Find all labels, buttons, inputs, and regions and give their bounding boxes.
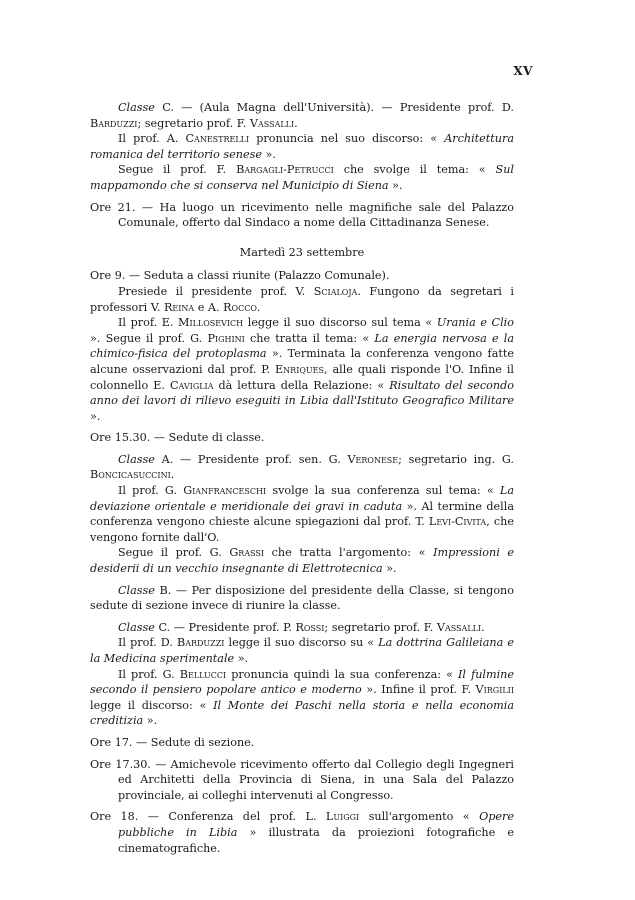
text-run: Segue il prof. G. (118, 546, 230, 560)
paragraph (90, 452, 514, 483)
name-run: Levi-Civita (428, 515, 487, 529)
text-run: Martedì 23 settembre (239, 245, 365, 259)
text-run: ». Al termine della conferenza vengono chieste alcune spiegazioni dal prof. T. (90, 499, 514, 529)
name-run: Millosevich (178, 316, 244, 330)
paragraph (90, 483, 514, 545)
paragraph (90, 315, 514, 424)
paragraph (90, 162, 514, 193)
text-run: ». (143, 714, 158, 728)
text-run: C. — (Aula Magna dell'Università). — Presidente prof. D. (154, 101, 514, 114)
italic-run: Il fulmine secondo il pensiero popolare antico e moderno (90, 667, 514, 697)
paragraph (90, 545, 514, 576)
text-run: ». (90, 409, 101, 423)
text-run: . (294, 116, 298, 130)
paragraph (90, 667, 514, 729)
italic-run: La energia nervosa e la chimico-fisica del protoplasma (90, 331, 515, 361)
italic-run: Il Monte dei Paschi nella storia e nella economia creditizia (90, 698, 514, 728)
text-run: Ore 17.30. — Amichevole ricevimento offerto dal Collegio degli Ingegneri ed Architetti della Provincia di Siena, in una Sala del Palazzo provinciale, ai colleghi intervenuti al Congresso. (90, 757, 514, 802)
text-run: Ore 21. — Ha luogo un ricevimento nelle magnifiche sale del Palazzo Comunale, offerto dal Sindaco a nome della Cittadinanza Senese. (90, 200, 514, 230)
italic-run: Architettura romanica del territorio senese (90, 132, 514, 161)
paragraph (90, 583, 514, 614)
text-run: Il prof. E. (118, 316, 178, 330)
text-run: , alle quali risponde l'O. Infine il colonnello E. (90, 362, 514, 392)
text-run: sull'argomento « (359, 810, 480, 824)
name-run: Barduzzi (176, 636, 225, 650)
text-run: ». (388, 178, 403, 192)
text-run: . Fungono da segretari i professori V. (90, 284, 514, 314)
text-run: ». Terminata la conferenza vengono fatte alcune osservazioni dal prof. P. (90, 347, 514, 376)
text-run: . (170, 468, 175, 482)
name-run: Virgilii (475, 683, 514, 697)
name-run: Bargagli-Petrucci (236, 163, 334, 177)
text-run: e A. (194, 300, 224, 314)
name-run: Boncicasuccini (90, 468, 171, 482)
text-run: C. — Presidente prof. P. (154, 620, 296, 634)
paragraph (90, 284, 514, 315)
text-run: ». (234, 652, 249, 665)
text-run: Presiede il presidente prof. V. (118, 284, 314, 298)
name-run: Caviglia (169, 378, 214, 392)
text-run: pronuncia quindi la sua conferenza: « (226, 667, 459, 681)
italic-run: Impressioni e desiderii di un vecchio insegnante di Elettrotecnica (90, 546, 514, 576)
italic-run: Classe (118, 583, 155, 597)
text-run: A. — Presidente prof. sen. G. (154, 452, 348, 466)
paragraph (90, 635, 514, 666)
paragraph (90, 100, 514, 131)
text-run: . (481, 620, 485, 634)
italic-run: Urania e Clio (436, 316, 514, 330)
italic-run: Classe (118, 101, 155, 114)
text-run: , che vengono fornite dall'O. (90, 515, 514, 544)
text-run: ». Segue il prof. G. (90, 331, 208, 345)
italic-run: La deviazione orientale e meridionale dei gravi in caduta (90, 484, 514, 513)
name-run: Scialoja (313, 284, 358, 298)
text-run: Ore 18. — Conferenza del prof. L. (90, 810, 326, 824)
name-run: Grassi (229, 546, 265, 560)
text-run: Il prof. G. (118, 667, 180, 681)
text-run: Il prof. D. (118, 636, 177, 650)
name-run: Bellucci (179, 667, 227, 681)
text-run: Il prof. G. (118, 484, 184, 498)
italic-run: Classe (118, 452, 155, 466)
page-number: XV (513, 64, 533, 78)
text-run: » illustrata da proiezioni fotografiche e cinematografiche. (118, 825, 514, 855)
text-run: dà lettura della Relazione: « (213, 378, 390, 392)
text-run: Ore 9. — Seduta a classi riunite (Palazzo Comunale). (90, 269, 390, 283)
italic-run: Opere pubbliche in Libia (118, 810, 514, 839)
time-entry (90, 430, 514, 446)
time-entry (90, 268, 514, 284)
time-entry (90, 200, 514, 231)
time-entry (90, 809, 514, 856)
text-run: B. — Per disposizione del presidente della Classe, si tengono sedute di sezione invece di riunire la classe. (90, 583, 514, 613)
time-entry (90, 735, 514, 751)
text-run: ». (261, 147, 276, 161)
text-run: Ore 17. — Sedute di sezione. (90, 735, 255, 749)
italic-run: Classe (118, 620, 155, 634)
paragraph (90, 131, 514, 162)
text-run: legge il suo discorso sul tema « (243, 316, 437, 330)
paragraph (90, 620, 514, 636)
italic-run: La dottrina Galileiana e la Medicina sperimentale (90, 636, 514, 665)
text-run: . (256, 300, 261, 314)
name-run: Rocco (223, 300, 257, 314)
name-run: Vassalli (249, 116, 295, 130)
name-run: Gianfranceschi (183, 484, 267, 498)
text-run: ; segretario prof. F. (137, 116, 250, 130)
text-run: ». Infine il prof. F. (361, 683, 476, 697)
text-run: che tratta l'argomento: « (264, 546, 434, 560)
name-run: Vassalli (436, 620, 482, 634)
italic-run: Sul mappamondo che si conserva nel Municipio di Siena (90, 163, 514, 192)
text-run: svolge la sua conferenza sul tema: « (266, 484, 500, 498)
text-run: che tratta il tema: « (244, 331, 375, 345)
name-run: Canestrelli (185, 132, 250, 146)
text-run: Il prof. A. (118, 132, 186, 146)
time-entry (90, 757, 514, 804)
body-text (90, 100, 514, 856)
text-run: ». (382, 562, 397, 576)
name-run: Veronese (347, 452, 399, 466)
name-run: Pighini (207, 331, 245, 345)
text-run: ; segretario ing. G. (398, 452, 514, 466)
day-heading (90, 245, 514, 261)
name-run: Reina (163, 300, 195, 314)
text-run: che svolge il tema: « (333, 163, 496, 177)
italic-run: Risultato del secondo anno dei lavori di rilievo eseguiti in Libia dall'Istituto Geografico Militare (90, 378, 514, 408)
name-run: Rossi (295, 620, 325, 634)
text-run: legge il discorso: « (90, 698, 214, 712)
name-run: Barduzzi (90, 116, 138, 130)
text-run: Ore 15.30. — Sedute di classe. (90, 431, 265, 445)
name-run: Enriques (275, 362, 324, 376)
text-run: pronuncia nel suo discorso: « (249, 132, 445, 146)
text-run: Segue il prof. F. (118, 163, 237, 177)
name-run: Luiggi (325, 810, 360, 824)
text-run: ; segretario prof. F. (324, 620, 437, 634)
text-run: legge il suo discorso su « (224, 636, 379, 650)
